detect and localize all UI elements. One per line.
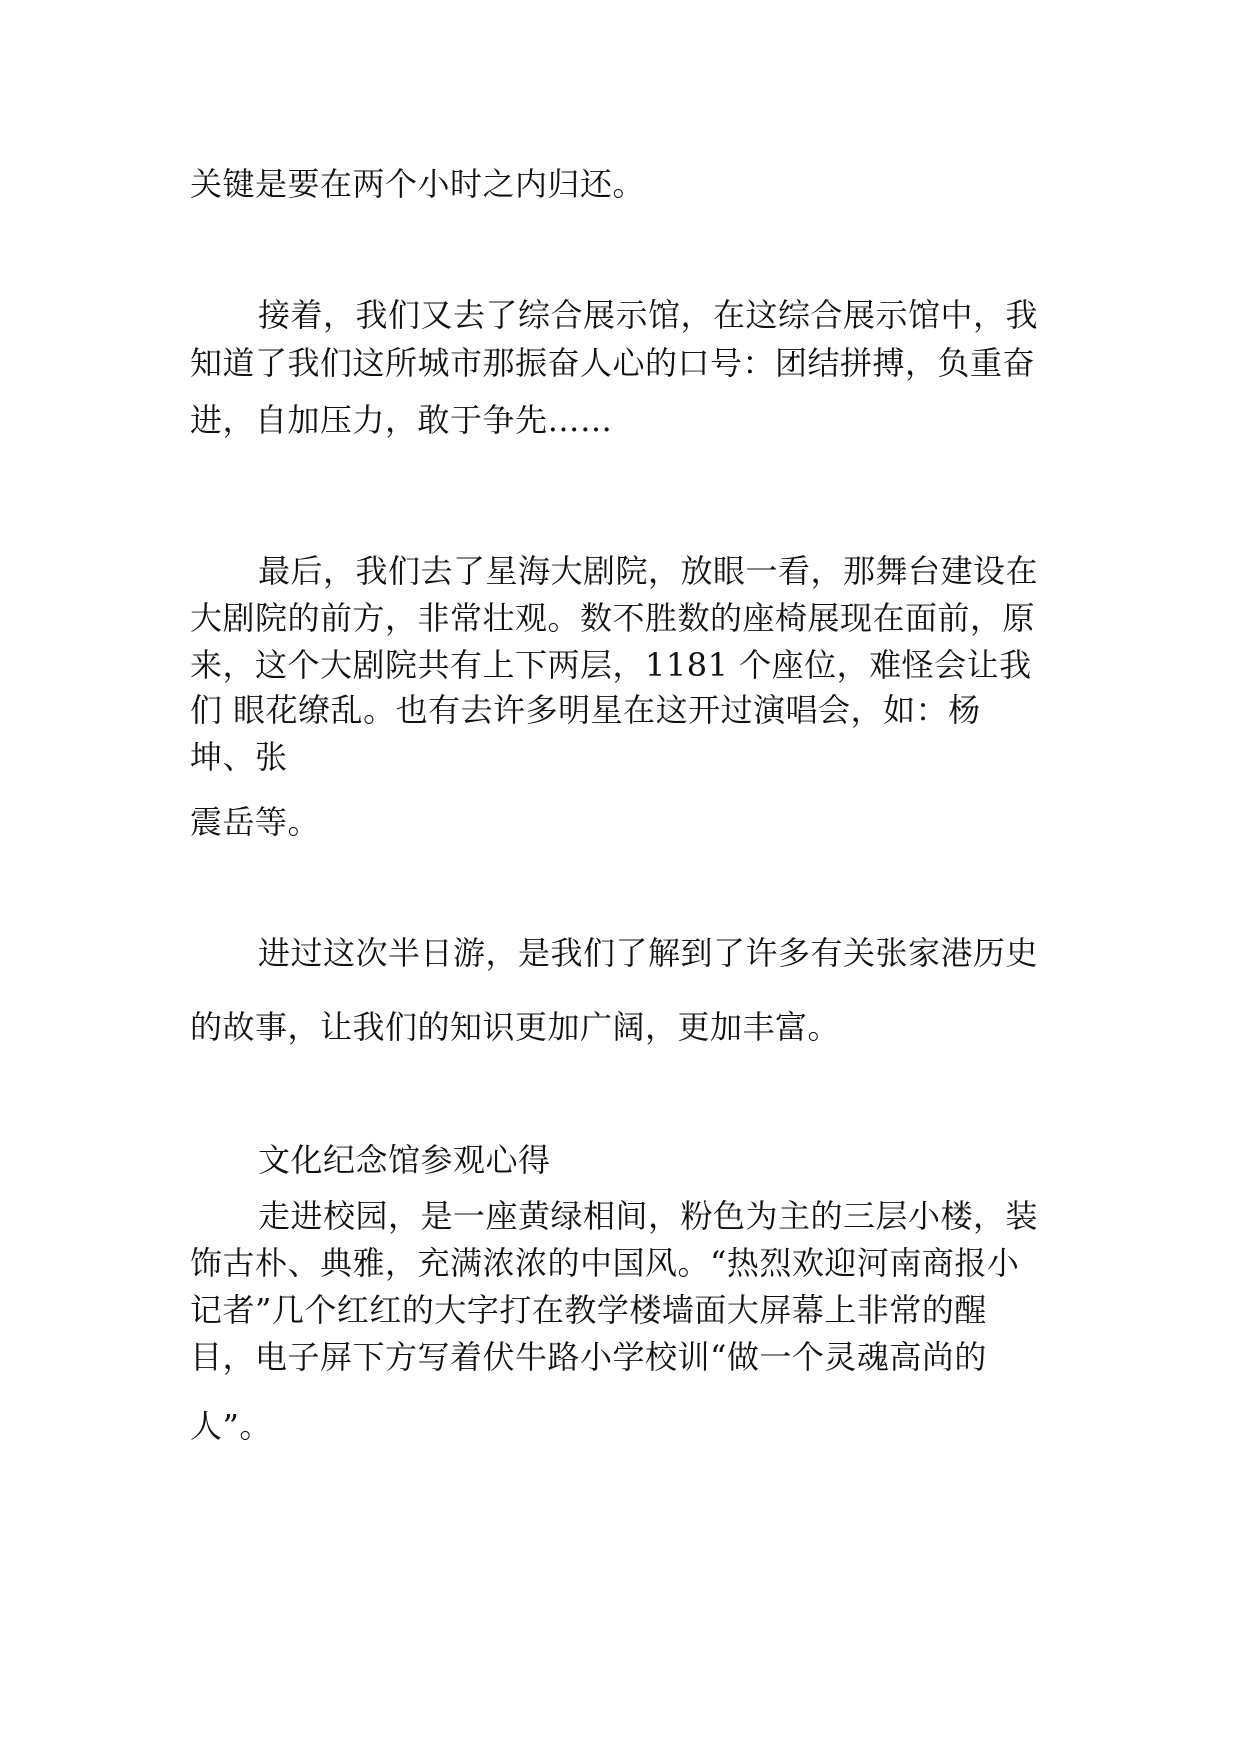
text-line: 人”。 (190, 1407, 272, 1445)
text-line: 震岳等。 (190, 803, 321, 841)
paragraph-first-line: 进过这次半日游，是我们了解到了许多有关张家港历史 (258, 934, 1039, 972)
paragraph-first-line: 走进校园，是一座黄绿相间，粉色为主的三层小楼，装 (258, 1197, 1039, 1235)
text-line: 们 眼花缭乱。也有去许多明星在这开过演唱会，如：杨 (190, 691, 981, 729)
section-heading: 文化纪念馆参观心得 (258, 1141, 551, 1179)
text-line: 大剧院的前方，非常壮观。数不胜数的座椅展现在面前，原 (190, 599, 1036, 637)
text-line: 饰古朴、典雅，充满浓浓的中国风。“热烈欢迎河南商报小 (190, 1244, 1020, 1282)
text-line: 的故事，让我们的知识更加广阔，更加丰富。 (190, 1008, 841, 1046)
text-line: 坤、张 (190, 738, 288, 776)
paragraph-first-line: 接着，我们又去了综合展示馆，在这综合展示馆中，我 (258, 296, 1039, 334)
text-line: 进，自加压力，敢于争先…… (190, 401, 613, 439)
text-line: 目，电子屏下方写着伏牛路小学校训“做一个灵魂高尚的 (190, 1338, 987, 1376)
text-line: 知道了我们这所城市那振奋人心的口号：团结拼搏，负重奋 (190, 344, 1036, 382)
text-line: 关键是要在两个小时之内归还。 (190, 165, 646, 203)
paragraph-first-line: 最后，我们去了星海大剧院，放眼一看，那舞台建设在 (258, 552, 1039, 590)
text-line: 记者”几个红红的大字打在教学楼墙面大屏幕上非常的醒 (190, 1291, 987, 1329)
text-line: 来，这个大剧院共有上下两层，1181 个座位，难怪会让我 (190, 646, 1032, 684)
